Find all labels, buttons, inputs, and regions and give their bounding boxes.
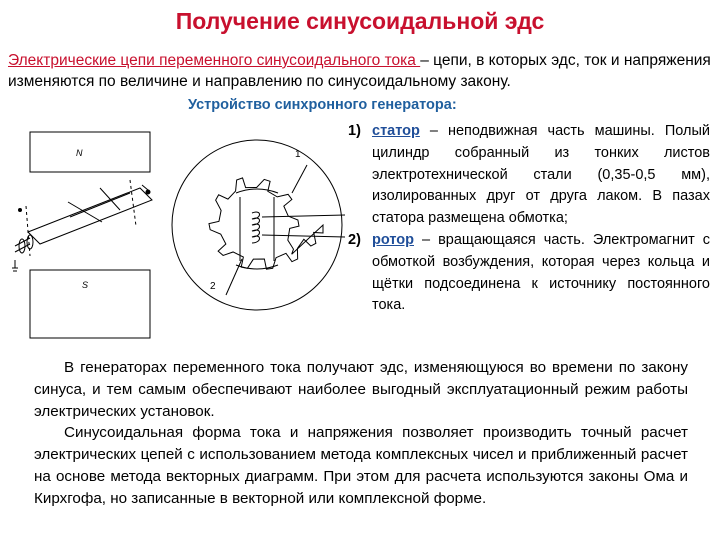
intro-term: Электрические цепи переменного синусоидального тока	[8, 52, 421, 69]
label-rotor-number: 2	[210, 281, 216, 292]
slip-ring-2	[27, 235, 33, 249]
rotor-winding	[252, 212, 260, 243]
definition-number: 1)	[348, 123, 361, 139]
south-pole	[30, 270, 150, 338]
definition-list	[346, 121, 710, 317]
intro-text: – цепи, в которых эдс, ток и напряжения изменяются по величине и направлению по синусоидальному закону.	[8, 52, 711, 90]
stator-inner-slots	[209, 178, 323, 269]
north-pole-label: N	[76, 148, 83, 158]
definition-stator	[346, 121, 710, 230]
stator-rotor-figure	[170, 135, 345, 315]
term-stator: статор	[372, 123, 420, 139]
label-stator-number: 1	[295, 149, 301, 160]
definition-text: – неподвижная часть машины. Полый цилиндр собранный из тонких листов электротехнической стали (0,35-0,5 мм), изолированных друг от друга лаком. В пазах статора размещена обмотка;	[372, 123, 710, 227]
intro-paragraph	[8, 50, 714, 92]
slip-ring-1	[19, 239, 25, 253]
page-title: Получение синусоидальной эдс	[175, 8, 545, 34]
north-pole	[30, 132, 150, 172]
paragraph-1: В генераторах переменного тока получают эдс, изменяющуюся во времени по закону синуса, и тем самым обеспечивают наиболее выгодный эксплуатационный режим работы электрических установок.	[34, 359, 688, 420]
definition-rotor	[346, 230, 710, 317]
term-rotor: ротор	[372, 231, 414, 248]
body-text	[34, 357, 688, 510]
definition-number: 2)	[348, 231, 361, 248]
paragraph-2: Синусоидальная форма тока и напряжения позволяет производить точный расчет электрических цепей с использованием метода комплексных чисел и приближенный расчет на основе метода векторных диаграмм. При этом для расчета используются законы Ома и Кирхгофа, но записанные в векторной или комплексной форме.	[34, 424, 688, 507]
coil-frame	[28, 188, 152, 244]
section-subtitle: Устройство синхронного генератора:	[188, 97, 457, 113]
south-pole-label: S	[82, 280, 89, 290]
definition-text: – вращающаяся часть. Электромагнит с обмоткой возбуждения, которая через кольца и щётки подсоединена к источнику постоянного тока.	[372, 231, 710, 314]
generator-figure	[10, 130, 165, 340]
